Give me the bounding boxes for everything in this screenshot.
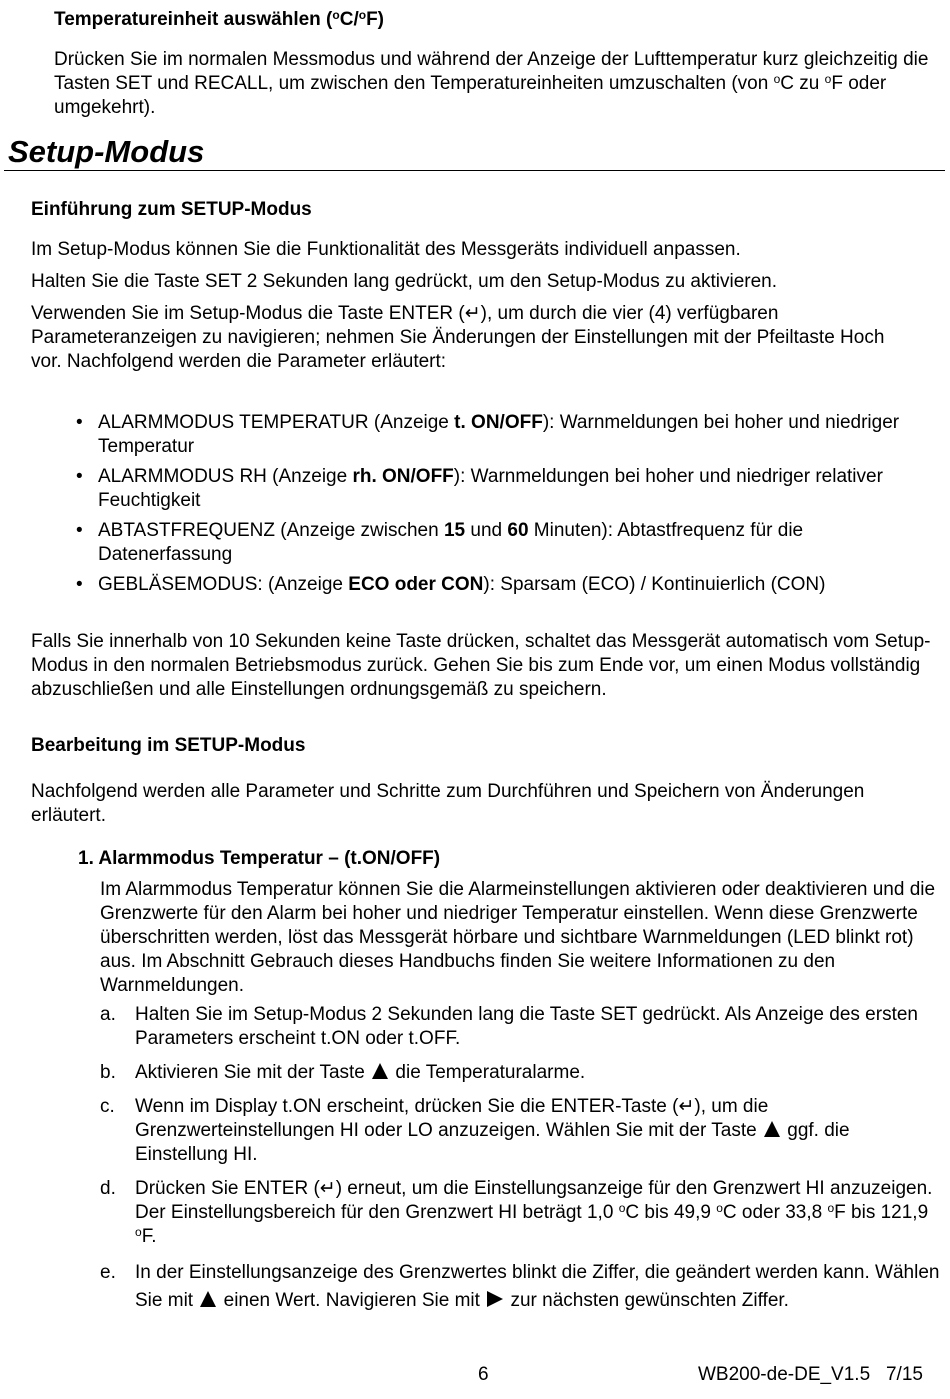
enter-key-icon: ↵ (464, 303, 481, 324)
edit-paragraph: Nachfolgend werden alle Parameter und Schritte zum Durchführen und Speichern von Änderungen erläutert. (31, 781, 865, 826)
step-d: d. Drücken Sie ENTER (↵) erneut, um die Einstellungsanzeige für den Grenzwert HI anzuzeigen. Der Einstellungsbereich für den Grenzwert HI beträgt 1,0 $^o$C bis 49,9 $^o$C oder 33,8 $^o$F bis 121,9 $^o$F. (100, 1178, 933, 1247)
title-rule (4, 170, 945, 171)
list-item: • GEBLÄSEMODUS: (Anzeige ECO oder CON): Sparsam (ECO) / Kontinuierlich (CON) (76, 573, 916, 597)
step-e: e. In der Einstellungsanzeige des Grenzwertes blinkt die Ziffer, die geändert werden kann. Wählen Sie mit einen Wert. Navigieren Sie mit zur nächsten gewünschten Ziffer. (100, 1262, 940, 1311)
intro-paragraph-2: Halten Sie die Taste SET 2 Sekunden lang gedrückt, um den Setup-Modus zu aktivieren. (31, 271, 778, 292)
step-c: c. Wenn im Display t.ON erscheint, drücken Sie die ENTER-Taste (↵), um die Grenzwerteinstellungen HI oder LO anzuzeigen. Wählen Sie mit der Taste ggf. die Einstellung HI. (100, 1096, 850, 1165)
item1-heading: 1. Alarmmodus Temperatur – (t.ON/OFF) (78, 848, 441, 869)
parameter-list (76, 411, 916, 603)
temp-unit-heading: Temperatureinheit auswählen ($^o$C/$^o$F) (54, 8, 385, 30)
step-a: a. Halten Sie im Setup-Modus 2 Sekunden lang die Taste SET gedrückt. Als Anzeige des ersten Parameters erscheint t.ON oder t.OFF. (100, 1004, 918, 1049)
list-item: • ABTASTFREQUENZ (Anzeige zwischen 15 und 60 Minuten): Abtastfrequenz für die Datenerfassung (76, 519, 916, 567)
up-arrow-icon (372, 1063, 388, 1079)
list-item: • ALARMMODUS RH (Anzeige rh. ON/OFF): Warnmeldungen bei hoher und niedriger relativer Feuchtigkeit (76, 465, 916, 513)
edit-heading: Bearbeitung im SETUP-Modus (31, 735, 306, 756)
up-arrow-icon (764, 1121, 780, 1137)
intro-paragraph-3: Verwenden Sie im Setup-Modus die Taste ENTER (↵), um durch die vier (4) verfügbaren Parameteranzeigen zu navigieren; nehmen Sie Änderungen der Einstellungen mit der Pfeiltaste Hoch vor. Nachfolgend werden die Parameter erläutert: (31, 303, 885, 372)
up-arrow-icon (200, 1291, 216, 1307)
item1-paragraph: Im Alarmmodus Temperatur können Sie die Alarmeinstellungen aktivieren oder deaktivieren und die Grenzwerte für den Alarm bei hoher und niedriger Temperatur einstellen. Wenn diese Grenzwerte überschritten werden, löst das Messgerät hörbare und sichtbare Warnmeldungen (LED blinkt rot) aus. Im Abschnitt Gebrauch dieses Handbuchs finden Sie weitere Informationen zu den Warnmeldungen. (100, 879, 936, 996)
intro-heading: Einführung zum SETUP-Modus (31, 199, 312, 220)
page-number: 6 (478, 1364, 489, 1385)
temp-unit-paragraph: Drücken Sie im normalen Messmodus und während der Anzeige der Lufttemperatur kurz gleichzeitig die Tasten SET und RECALL, um zwischen den Temperatureinheiten umzuschalten (von $^o$C zu $^o$F oder umgekehrt). (54, 49, 929, 118)
timeout-paragraph: Falls Sie innerhalb von 10 Sekunden keine Taste drücken, schaltet das Messgerät automatisch vom Setup-Modus in den normalen Betriebsmodus zurück. Gehen Sie bis zum Ende vor, um einen Modus vollständig abzuschließen und alle Einstellungen ordnungsgemäß zu speichern. (31, 631, 931, 700)
right-arrow-icon (487, 1291, 503, 1307)
steps-list (100, 1003, 940, 1325)
step-b: b. Aktivieren Sie mit der Taste die Temperaturalarme. (100, 1062, 586, 1083)
intro-paragraph-1: Im Setup-Modus können Sie die Funktionalität des Messgeräts individuell anpassen. (31, 239, 741, 260)
document-reference: WB200-de-DE_V1.5 7/15 (698, 1364, 923, 1385)
list-item: • ALARMMODUS TEMPERATUR (Anzeige t. ON/OFF): Warnmeldungen bei hoher und niedriger Temperatur (76, 411, 916, 459)
setup-mode-title: Setup-Modus (8, 134, 205, 169)
enter-key-icon: ↵ (319, 1178, 336, 1199)
enter-key-icon: ↵ (678, 1096, 695, 1117)
